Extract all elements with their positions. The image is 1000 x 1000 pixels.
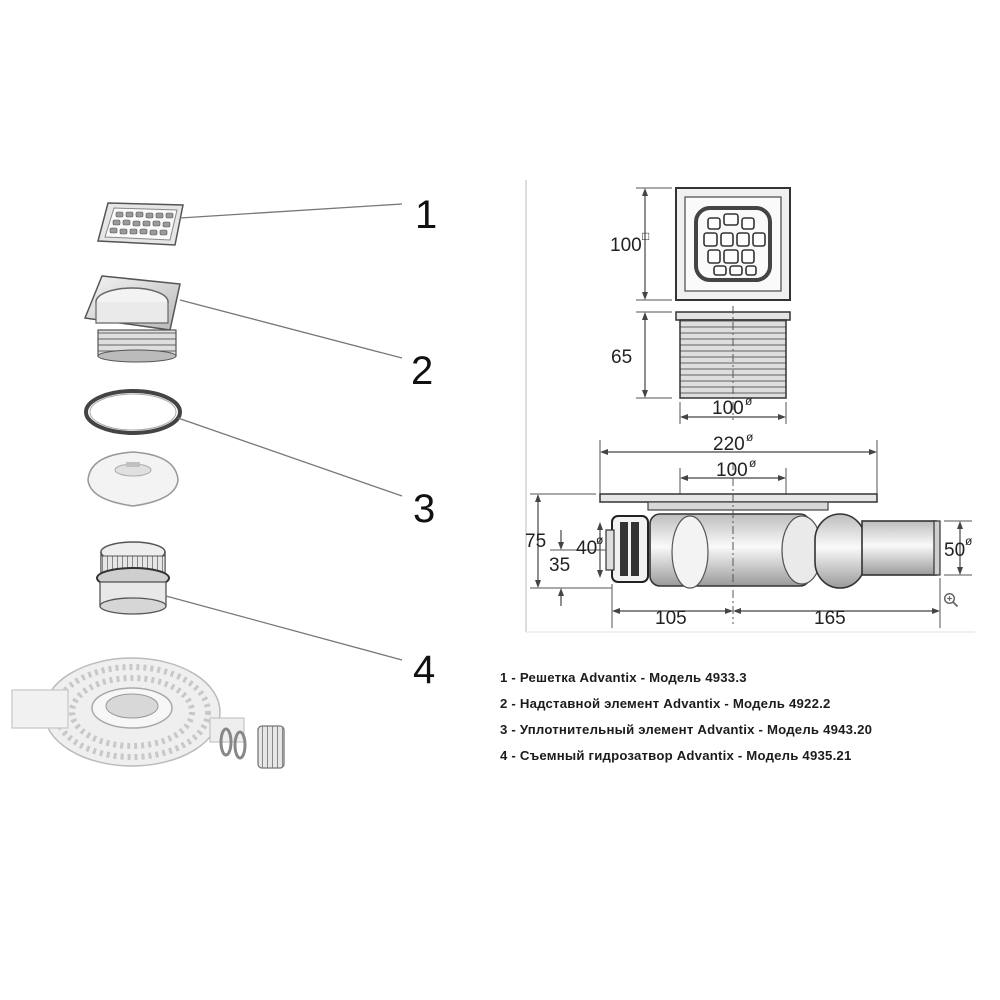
dim-total-h: 75 [525,531,547,552]
leader-lines [166,204,402,660]
seal-ring-part [86,391,180,433]
dim-right-len: 165 [814,608,846,629]
dim-inner-sup: ø [749,456,757,470]
callout-4: 4 [413,648,436,692]
parts-legend [500,668,970,772]
callout-2: 2 [411,349,434,393]
drain-body-part [12,658,284,768]
dim-flange-sup: ø [746,430,754,444]
dim-body-width-sup: ø [745,394,753,408]
legend-item-3: 3 - Уплотнительный элемент Advantix - Модель 4943.20 [500,722,873,737]
technical-drawing [525,180,975,632]
cap-part [88,452,178,506]
water-trap-part [97,542,169,614]
dim-inlet-sup: ø [596,533,604,547]
legend-item-4: 4 - Съемный гидрозатвор Advantix - Модель 4935.21 [500,748,852,763]
dim-pipe-h: 35 [549,555,571,576]
legend-item-2: 2 - Надставной элемент Advantix - Модель 4922.2 [500,696,831,711]
dim-flange: 220 [713,434,745,455]
dim-left-len: 105 [655,608,687,629]
exploded-view [12,193,437,768]
dim-inlet: 40 [576,538,598,559]
dim-grate-side-sup: □ [642,229,650,243]
extension-part [85,276,180,362]
dim-grate-side: 100 [610,235,642,256]
grate-top-view [636,188,790,300]
callout-3: 3 [413,487,436,531]
dim-outlet-sup: ø [965,534,973,548]
grate-part [98,203,183,245]
callout-1: 1 [415,193,438,237]
dim-inner: 100 [716,460,748,481]
dim-height: 65 [611,347,633,368]
dim-body-width: 100 [712,398,744,419]
legend-item-1: 1 - Решетка Advantix - Модель 4933.3 [500,670,747,685]
dim-outlet: 50 [944,540,966,561]
magnifier-plus-icon[interactable] [943,592,959,608]
